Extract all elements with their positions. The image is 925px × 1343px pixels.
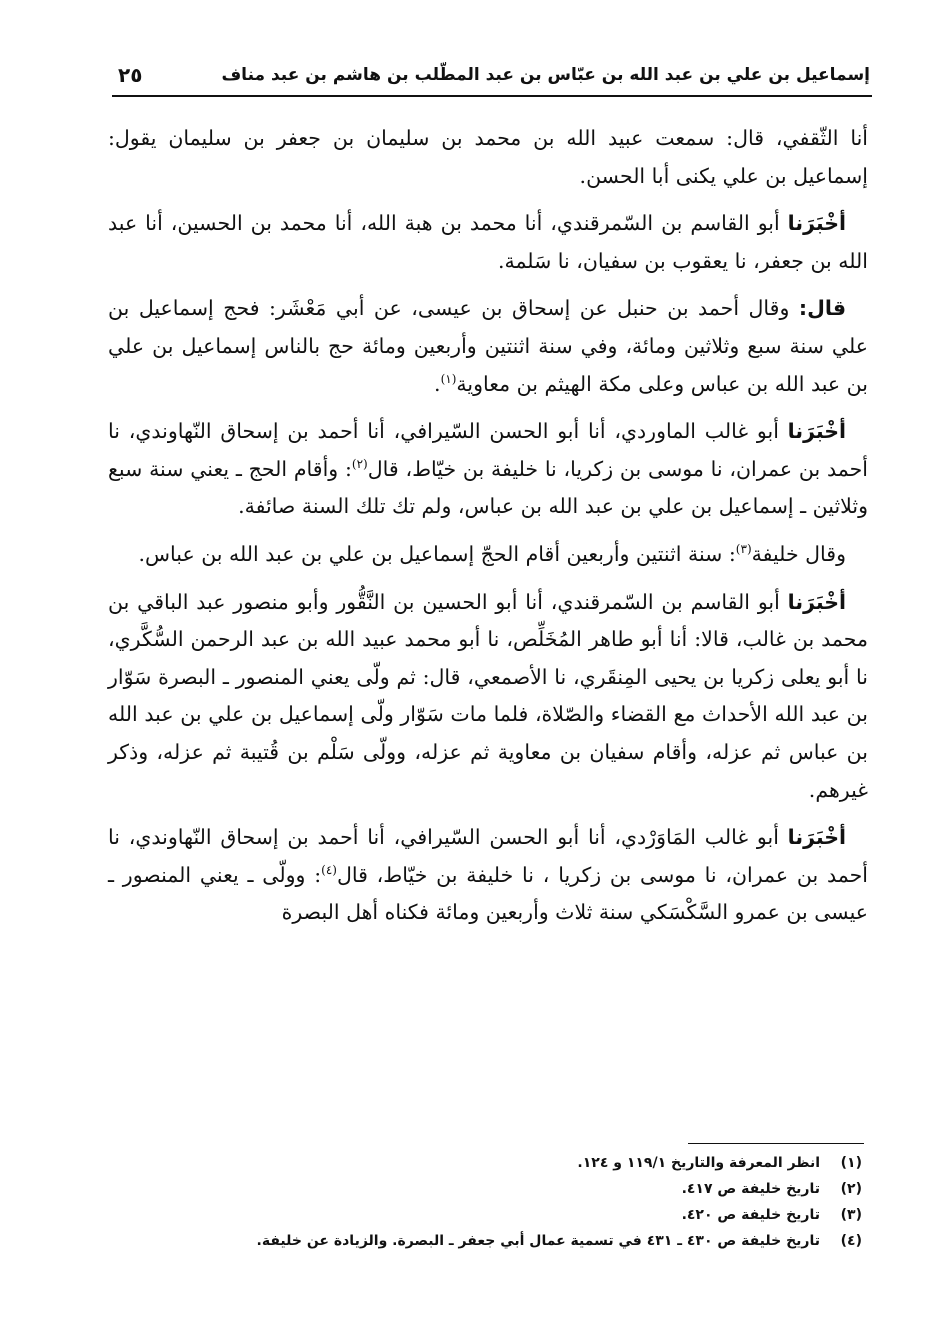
footnotes bbox=[150, 1150, 862, 1254]
paragraph-text: أنا الثّقفي، قال: سمعت عبيد الله بن محمد بن سليمان بن جعفر بن سليمان يقول: إسماعيل بن علي يكنى أبا الحسن. bbox=[108, 126, 868, 188]
paragraph-text: : وولّى ـ يعني المنصور ـ عيسى بن عمرو السَّكْسَكي سنة ثلاث وأربعين ومائة فكناه أهل البصرة bbox=[108, 862, 868, 925]
footnote bbox=[150, 1176, 862, 1202]
isnad-keyword: أخْبَرَنا bbox=[787, 419, 846, 444]
running-header bbox=[118, 58, 870, 92]
header-rule bbox=[112, 95, 872, 97]
paragraph-text: وقال أحمد بن حنبل عن إسحاق بن عيسى، عن أبي مَعْشَر: فحج إسماعيل بن علي سنة سبع وثلاثين ومائة، وفي سنة اثنتين وأربعين ومائة حج بالناس إسماعيل بن علي بن عبد الله بن عباس وعلى مكة الهيثم بن معاوية bbox=[108, 296, 868, 396]
isnad-keyword: أخْبَرَنا bbox=[787, 589, 846, 614]
paragraph bbox=[108, 413, 868, 526]
paragraph-text: وقال خليفة bbox=[751, 541, 846, 566]
paragraph bbox=[108, 536, 868, 574]
paragraph bbox=[108, 819, 868, 932]
footnote-ref[interactable]: (٤) bbox=[321, 862, 337, 877]
footnote-number: (٣) bbox=[840, 1207, 862, 1223]
footnote-ref[interactable]: (٢) bbox=[351, 456, 368, 471]
paragraph-text: : سنة اثنتين وأربعين أقام الحجّ إسماعيل بن علي بن عبد الله بن عباس. bbox=[138, 541, 736, 566]
paragraph bbox=[108, 205, 868, 280]
footnote-number: (٤) bbox=[840, 1233, 862, 1249]
footnote bbox=[150, 1150, 862, 1176]
footnote-number: (١) bbox=[840, 1155, 862, 1171]
paragraph bbox=[108, 120, 868, 195]
footnote bbox=[150, 1202, 862, 1228]
paragraph bbox=[108, 290, 868, 403]
footnote-number: (٢) bbox=[840, 1181, 862, 1197]
page-number: ٢٥ bbox=[118, 63, 143, 87]
header-title: إسماعيل بن علي بن عبد الله بن عبّاس بن عبد المطّلب بن هاشم بن عبد مناف bbox=[221, 65, 870, 85]
main-text bbox=[108, 120, 868, 942]
paragraph-text: : وأقام الحج ـ يعني سنة سبع وثلاثين ـ إسماعيل بن علي بن عبد الله بن عباس، ولم تك تلك السنة صائفة. bbox=[108, 456, 868, 519]
footnote-text: تاريخ خليفة ص ٤١٧. bbox=[681, 1181, 820, 1197]
footnote-text: تاريخ خليفة ص ٤٣٠ ـ ٤٣١ في تسمية عمال أبي جعفر ـ البصرة. والزيادة عن خليفة. bbox=[256, 1233, 820, 1249]
footnote-text: انظر المعرفة والتاريخ ١١٩/١ و ١٢٤. bbox=[577, 1155, 820, 1171]
footnote bbox=[150, 1228, 862, 1254]
isnad-keyword: أخْبَرَنا bbox=[787, 211, 846, 236]
paragraph-text: . bbox=[434, 371, 441, 396]
paragraph bbox=[108, 584, 868, 810]
footnote-rule bbox=[688, 1143, 864, 1144]
footnote-ref[interactable]: (١) bbox=[440, 371, 457, 386]
paragraph-text: أبو القاسم بن السّمرقندي، أنا محمد بن هبة الله، أنا محمد بن الحسين، أنا عبد الله بن جعفر، نا يعقوب بن سفيان، نا سَلمة. bbox=[108, 211, 868, 273]
isnad-keyword: أخْبَرَنا bbox=[787, 825, 846, 850]
paragraph-text: أبو غالب الماوردي، أنا أبو الحسن السّيرافي، أنا أحمد بن إسحاق النّهاوندي، نا أحمد بن عمران، نا موسى بن زكريا، نا خليفة بن خيّاط، قال bbox=[108, 419, 868, 481]
footnote-ref[interactable]: (٣) bbox=[735, 542, 752, 557]
isnad-keyword: قال: bbox=[798, 296, 846, 321]
footnote-text: تاريخ خليفة ص ٤٢٠. bbox=[681, 1207, 820, 1223]
paragraph-text: أبو القاسم بن السّمرقندي، أنا أبو الحسين بن النَّقُّور وأبو منصور عبد الباقي بن محمد بن غالب، قالا: أنا أبو طاهر المُخَلِّص، نا أبو محمد عبيد الله بن عبد الرحمن السُّكَّري، نا أبو يعلى زكريا بن يحيى المِنقَري، نا الأصمعي، قال: ثم ولّى يعني المنصور ـ البصرة سَوّار بن عبد الله الأحداث مع القضاء والصّلاة، فلما مات سَوّار ولّى إسماعيل بن علي بن عبد الله بن عباس ثم عزله، وأقام سفيان بن معاوية ثم عزله، وولّى سَلْم بن قُتيبة ثم عزله، وذكر غيرهم. bbox=[108, 589, 868, 802]
paragraph-text: أبو غالب المَاوَرْدي، أنا أبو الحسن السّيرافي، أنا أحمد بن إسحاق النّهاوندي، نا أحمد بن عمران، نا موسى بن زكريا ، نا خليفة بن خيّاط، قال bbox=[108, 825, 869, 887]
